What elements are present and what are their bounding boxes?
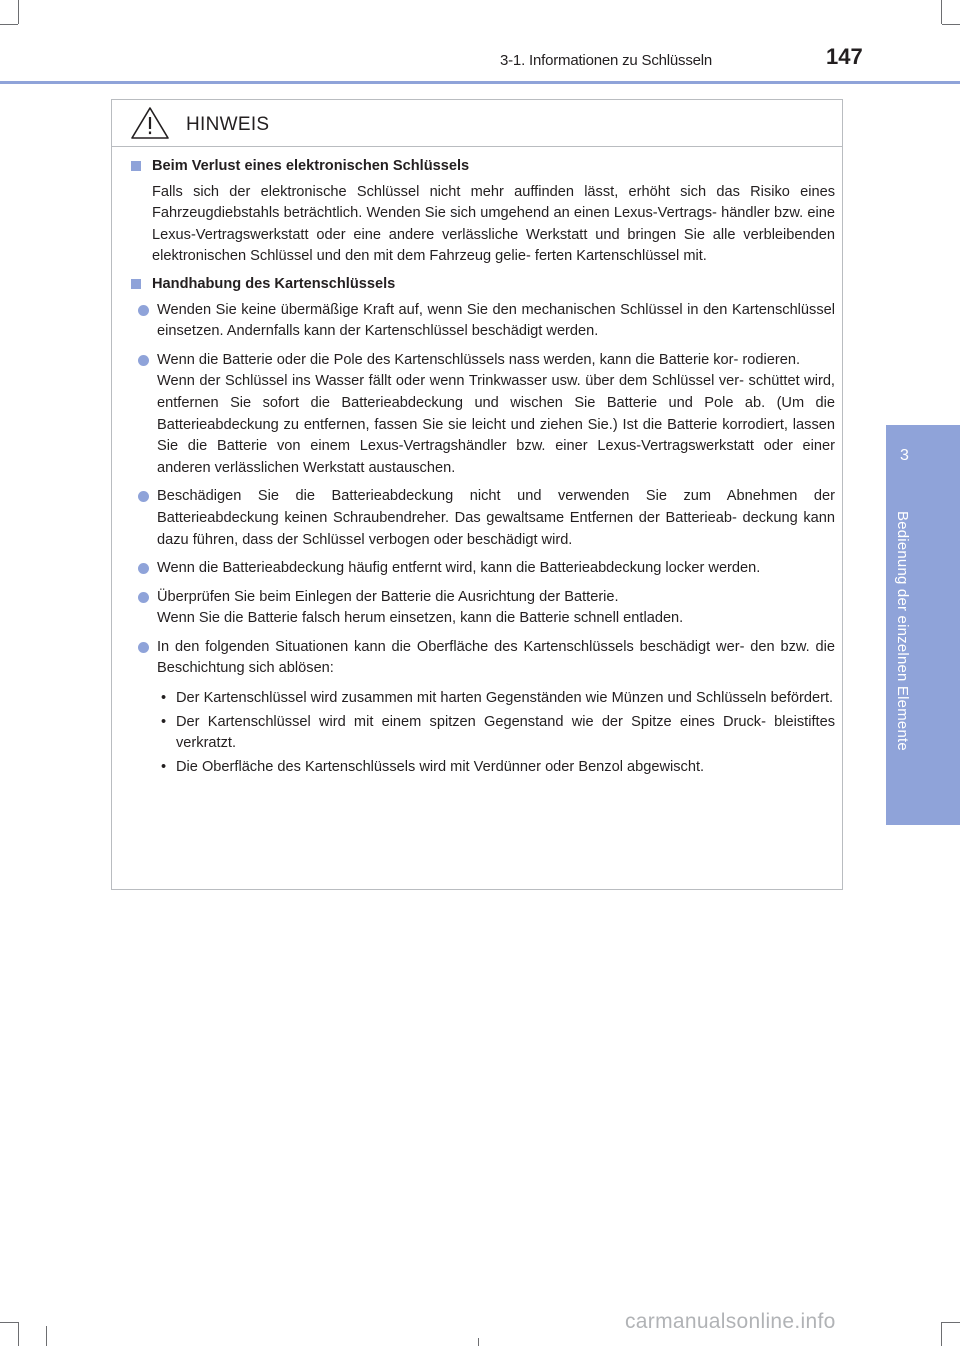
crop-mark xyxy=(0,1322,18,1323)
list-item xyxy=(128,637,835,779)
round-bullet-icon xyxy=(138,592,149,603)
sub-bullet-list xyxy=(157,688,835,778)
chapter-tab-label: Bedienung der einzelnen Elemente xyxy=(894,511,911,751)
list-item-text: Wenn die Batterie oder die Pole des Kartenschlüssels nass werden, kann die Batterie kor- rodieren. xyxy=(157,351,801,368)
list-item-text: In den folgenden Situationen kann die Oberfläche des Kartenschlüssels beschädigt wer- den bzw. die Beschichtung sich ablösen: xyxy=(157,638,835,677)
chapter-tab-number: 3 xyxy=(900,447,909,464)
list-item-text: Beschädigen Sie die Batterieabdeckung nicht und verwenden Sie zum Abnehmen der Batterieabdeckung keinen Schraubendreher. Das gewaltsame Entfernen der Batterieab- deckung kann dazu führen, dass der Schlüssel verbogen oder beschädigt wird. xyxy=(157,488,835,548)
notice-box xyxy=(111,99,843,890)
round-bullet-icon xyxy=(138,355,149,366)
round-bullet-icon xyxy=(138,642,149,653)
crop-mark xyxy=(18,0,19,24)
footer-watermark[interactable]: carmanualsonline.info xyxy=(625,1310,836,1333)
list-item-text: Wenn die Batterieabdeckung häufig entfernt wird, kann die Batterieabdeckung locker werden. xyxy=(157,560,761,577)
small-bullet-icon: • xyxy=(161,713,167,730)
square-bullet-icon xyxy=(131,161,141,171)
crop-mark xyxy=(0,24,18,25)
list-item-text: Überprüfen Sie beim Einlegen der Batterie die Ausrichtung der Batterie. xyxy=(157,588,619,605)
sub-list-item-text: Der Kartenschlüssel wird zusammen mit harten Gegenständen wie Münzen und Schlüsseln befördert. xyxy=(176,690,834,707)
section-heading xyxy=(128,274,835,296)
crop-mark xyxy=(941,0,942,24)
running-header: 3-1. Informationen zu Schlüsseln xyxy=(500,52,713,69)
notice-divider xyxy=(112,146,842,147)
crop-mark xyxy=(941,1322,942,1346)
page-number: 147 xyxy=(826,44,863,69)
small-bullet-icon: • xyxy=(161,690,167,707)
crop-mark xyxy=(942,1322,960,1323)
notice-title: HINWEIS xyxy=(186,114,270,135)
crop-mark xyxy=(18,1322,19,1346)
header-rule xyxy=(0,81,960,84)
list-item-text: Wenn Sie die Batterie falsch herum einsetzen, kann die Batterie schnell entladen. xyxy=(157,610,684,627)
list-item xyxy=(128,350,835,480)
round-bullet-icon xyxy=(138,563,149,574)
sub-list-item-text: Der Kartenschlüssel wird mit einem spitzen Gegenstand wie der Spitze eines Druck- bleistiftes verkratzt. xyxy=(176,713,835,752)
sub-list-item xyxy=(157,712,835,755)
list-item xyxy=(128,558,835,580)
list-item-text: Wenn der Schlüssel ins Wasser fällt oder wenn Trinkwasser usw. über dem Schlüssel ver- schüttet wird, entfernen Sie sofort die Batterieabdeckung und wischen Sie Batterie und Pole ab. (Um die Batterieabdeckung zu entfernen, fassen Sie sie leicht und ziehen Sie.) Ist die Batterie korrodiert, lassen Sie die Batterie von einem Lexus-Vertragshändler bzw. einer Lexus-Vertragswerkstatt oder einer anderen verlässlichen Werkstatt austauschen. xyxy=(157,373,835,476)
notice-section xyxy=(128,156,835,268)
list-item xyxy=(128,300,835,343)
crop-mark xyxy=(46,1326,47,1346)
section-heading-text: Handhabung des Kartenschlüssels xyxy=(152,275,396,292)
chapter-tab[interactable] xyxy=(886,425,960,825)
sub-list-item xyxy=(157,688,835,710)
bullet-list xyxy=(128,300,835,779)
sub-list-item-text: Die Oberfläche des Kartenschlüssels wird mit Verdünner oder Benzol abgewischt. xyxy=(176,758,705,775)
crop-mark xyxy=(942,24,960,25)
round-bullet-icon xyxy=(138,305,149,316)
notice-section xyxy=(128,274,835,778)
crop-mark xyxy=(478,1338,479,1346)
section-heading xyxy=(128,156,835,178)
section-paragraph: Falls sich der elektronische Schlüssel nicht mehr auffinden lässt, erhöht sich das Risiko eines Fahrzeugdiebstahls beträchtlich. Wenden Sie sich umgehend an einen Lexus-Vertrags- händler bzw. eine Lexus-Vertragswerkstatt oder eine andere verlässliche Werkstatt und bringen Sie alle verbleibenden elektronischen Schlüssel und den mit dem Fahrzeug gelie- ferten Kartenschlüssel mit. xyxy=(152,183,835,265)
warning-triangle-icon xyxy=(130,106,170,140)
square-bullet-icon xyxy=(131,279,141,289)
notice-content xyxy=(128,156,835,785)
list-item-text: Wenden Sie keine übermäßige Kraft auf, wenn Sie den mechanischen Schlüssel in den Kartenschlüssel einsetzen. Andernfalls kann der Kartenschlüssel beschädigt werden. xyxy=(157,301,835,340)
small-bullet-icon: • xyxy=(161,758,167,775)
list-item xyxy=(128,486,835,551)
section-heading-text: Beim Verlust eines elektronischen Schlüssels xyxy=(152,158,470,174)
round-bullet-icon xyxy=(138,491,149,502)
list-item xyxy=(128,587,835,630)
sub-list-item xyxy=(157,757,835,779)
